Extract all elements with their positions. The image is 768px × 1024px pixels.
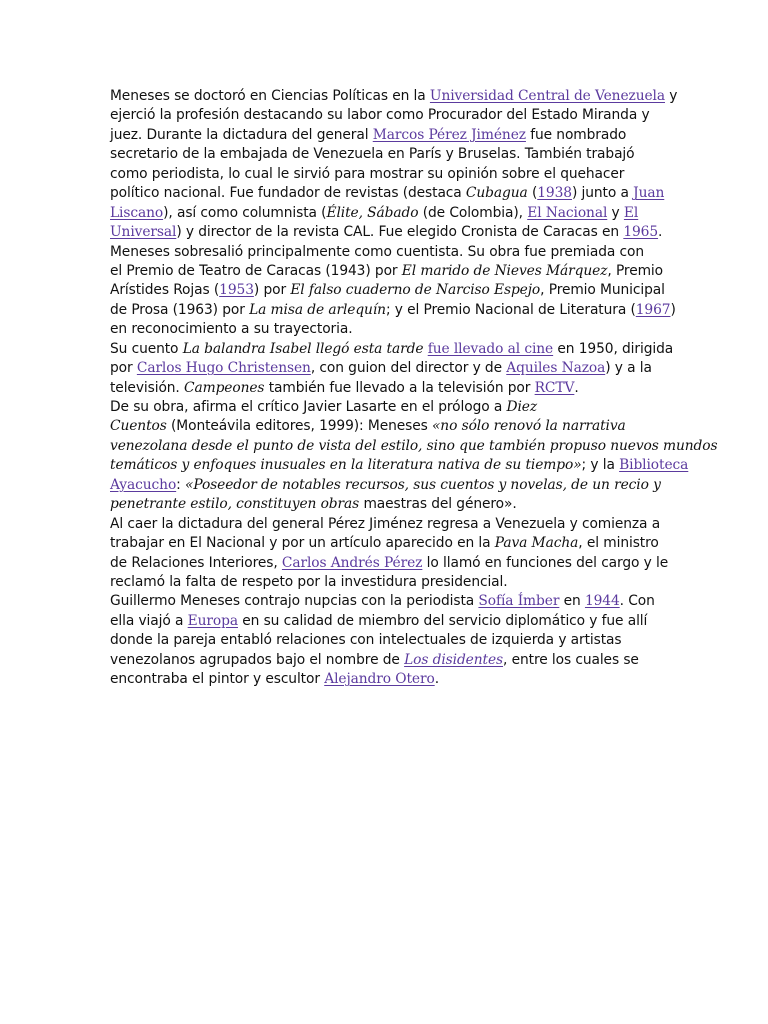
text-span: De su obra, afirma el crítico Javier Lasarte en el prólogo a: [110, 399, 507, 415]
text-span: en reconocimiento a su trayectoria.: [110, 321, 353, 338]
text-line: [110, 592, 710, 611]
text-span: (Monteávila editores, 1999): Meneses: [166, 418, 432, 435]
text-line: [110, 437, 718, 456]
text-line: [110, 670, 710, 689]
text-span: político nacional. Fue fundador de revistas (destaca: [110, 185, 466, 202]
text-line: [110, 223, 710, 242]
text-span: Meneses sobresalió principalmente como cuentista. Su obra fue premiada con: [110, 243, 644, 260]
text-line: [110, 534, 710, 553]
italic-text: La misa de arlequín: [249, 301, 386, 318]
italic-text: «no sólo renovó la narrativa: [431, 418, 626, 435]
hyperlink[interactable]: Los disidentes: [404, 651, 504, 668]
hyperlink[interactable]: Universidad Central de Venezuela: [429, 88, 665, 104]
text-span: encontraba el pintor y escultor: [110, 671, 325, 688]
italic-text: Campeones: [184, 379, 265, 396]
text-line: [110, 301, 710, 320]
text-line: [110, 359, 710, 378]
text-span: , con guion del director y de: [310, 360, 507, 377]
text-line: [110, 379, 710, 398]
text-span: (: [527, 185, 538, 202]
text-span: juez. Durante la dictadura del general: [110, 126, 373, 143]
text-span: Guillermo Meneses contrajo nupcias con la periodista: [110, 593, 479, 610]
hyperlink[interactable]: Biblioteca: [619, 457, 689, 474]
text-span: . Con: [619, 593, 655, 610]
italic-text: temáticos y enfoques inusuales en la literatura nativa de su tiempo»: [110, 457, 582, 474]
text-span: , Premio Municipal: [540, 282, 665, 299]
italic-text: «Poseedor de notables recursos, sus cuentos y novelas, de un recio y: [185, 476, 661, 493]
italic-text: La balandra Isabel llegó esta tarde: [182, 340, 424, 357]
text-span: también fue llevado a la televisión por: [264, 379, 535, 396]
text-span: ; y el Premio Nacional de Literatura (: [385, 301, 636, 318]
text-span: ) junto a: [571, 185, 634, 202]
text-span: ) y director de la revista CAL. Fue elegido Cronista de Caracas en: [176, 224, 624, 241]
text-span: el Premio de Teatro de Caracas (1943) por: [110, 262, 402, 279]
text-span: donde la pareja entabló relaciones con intelectuales de izquierda y artistas: [110, 632, 622, 649]
text-line: [110, 184, 710, 203]
text-line: [110, 87, 710, 106]
hyperlink[interactable]: Universal: [110, 224, 177, 241]
text-line: [110, 320, 710, 339]
text-span: .: [434, 671, 439, 688]
text-span: ) por: [253, 282, 291, 299]
hyperlink[interactable]: El Nacional: [527, 204, 608, 221]
hyperlink[interactable]: Liscano: [110, 204, 164, 221]
hyperlink[interactable]: 1944: [584, 593, 620, 610]
hyperlink[interactable]: 1938: [537, 185, 572, 202]
text-span: ), así como columnista (: [163, 204, 327, 221]
text-span: Su cuento: [110, 340, 183, 357]
text-span: secretario de la embajada de Venezuela en París y Bruselas. También trabajó: [110, 146, 635, 163]
text-span: .: [658, 224, 663, 241]
italic-text: venezolana desde el punto de vista del estilo, sino que también propuso nuevos mundos: [110, 437, 718, 454]
text-span: en: [559, 593, 585, 610]
text-line: [110, 495, 710, 514]
text-line: [110, 126, 710, 145]
italic-text: Cubagua: [465, 185, 528, 202]
text-line: [110, 340, 710, 359]
text-line: [110, 243, 710, 262]
hyperlink[interactable]: fue llevado al cine: [427, 340, 554, 357]
text-span: ejerció la profesión destacando su labor como Procurador del Estado Miranda y: [110, 107, 650, 124]
text-line: [110, 515, 710, 534]
text-span: como periodista, lo cual le sirvió para mostrar su opinión sobre el quehacer: [110, 165, 625, 182]
hyperlink[interactable]: Alejandro Otero: [324, 671, 435, 688]
text-span: (de Colombia),: [418, 204, 528, 221]
italic-text: El marido de Nieves Márquez: [401, 262, 608, 279]
text-span: en 1950, dirigida: [553, 340, 674, 357]
hyperlink[interactable]: Carlos Hugo Christensen: [136, 360, 311, 377]
text-span: televisión.: [110, 379, 184, 396]
text-span: ) y a la: [605, 360, 652, 377]
document-body: [110, 87, 718, 690]
hyperlink[interactable]: El: [623, 204, 639, 221]
hyperlink[interactable]: Marcos Pérez Jiménez: [372, 126, 526, 143]
italic-text: El falso cuaderno de Narciso Espejo: [290, 282, 541, 299]
text-span: Meneses se doctoró en Ciencias Políticas en la: [110, 88, 430, 104]
text-line: [110, 476, 710, 495]
text-line: [110, 204, 710, 223]
hyperlink[interactable]: Europa: [187, 612, 238, 629]
text-line: [110, 398, 710, 417]
italic-text: Cuentos: [110, 418, 167, 435]
hyperlink[interactable]: 1967: [635, 301, 671, 318]
hyperlink[interactable]: Carlos Andrés Pérez: [281, 554, 423, 571]
text-line: [110, 631, 710, 650]
text-line: [110, 651, 710, 670]
text-line: [110, 554, 710, 573]
text-span: y: [665, 88, 678, 104]
text-span: ella viajó a: [110, 612, 188, 629]
text-line: [110, 417, 710, 436]
text-span: , entre los cuales se: [503, 651, 639, 668]
hyperlink[interactable]: Aquiles Nazoa: [506, 360, 606, 377]
text-span: reclamó la falta de respeto por la investidura presidencial.: [110, 573, 508, 590]
text-span: por: [110, 360, 137, 377]
text-span: trabajar en El Nacional y por un artículo aparecido en la: [110, 535, 495, 552]
text-span: , el ministro: [578, 535, 659, 552]
hyperlink[interactable]: Ayacucho: [110, 476, 177, 493]
text-span: maestras del género».: [359, 496, 517, 513]
text-span: Al caer la dictadura del general Pérez Jiménez regresa a Venezuela y comienza a: [110, 515, 661, 532]
italic-text: Pava Macha: [494, 535, 579, 552]
italic-text: penetrante estilo, constituyen obras: [110, 496, 360, 513]
hyperlink[interactable]: Juan: [633, 185, 665, 202]
text-span: y: [607, 204, 624, 221]
text-span: venezolanos agrupados bajo el nombre de: [110, 651, 405, 668]
text-line: [110, 573, 710, 592]
hyperlink[interactable]: RCTV: [534, 379, 575, 396]
hyperlink[interactable]: 1965: [623, 224, 659, 241]
text-span: lo llamó en funciones del cargo y le: [422, 554, 669, 571]
text-span: , Premio: [607, 262, 663, 279]
hyperlink[interactable]: 1953: [219, 282, 254, 299]
text-line: [110, 281, 710, 300]
text-span: :: [176, 476, 186, 493]
text-line: [110, 165, 710, 184]
text-line: [110, 612, 710, 631]
hyperlink[interactable]: Sofía Ímber: [478, 593, 560, 610]
text-span: Arístides Rojas (: [110, 282, 220, 299]
italic-text: Diez: [506, 399, 538, 415]
text-line: [110, 262, 710, 281]
text-span: en su calidad de miembro del servicio diplomático y fue allí: [237, 612, 648, 629]
text-span: ; y la: [581, 457, 620, 474]
text-span: de Prosa (1963) por: [110, 301, 250, 318]
text-line: [110, 106, 710, 125]
text-line: [110, 456, 710, 475]
text-span: ): [670, 301, 676, 318]
text-line: [110, 145, 710, 164]
text-span: .: [574, 379, 579, 396]
italic-text: Élite, Sábado: [326, 204, 419, 221]
text-span: de Relaciones Interiores,: [110, 554, 282, 571]
text-span: fue nombrado: [525, 126, 627, 143]
